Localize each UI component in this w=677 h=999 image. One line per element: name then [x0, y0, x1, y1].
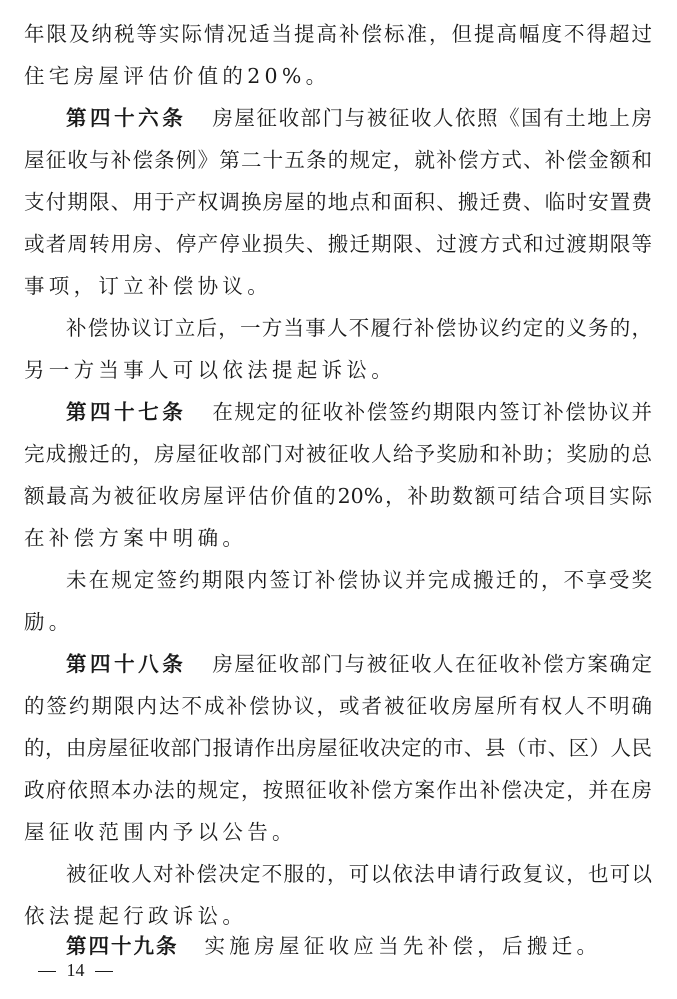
article-46-first-line [66, 101, 652, 135]
text-line: 依法提起行政诉讼。 [24, 904, 248, 928]
page-number-dash-left [38, 971, 56, 972]
text-line: 事项，订立补偿协议。 [24, 274, 272, 298]
text-line: 在补偿方案中明确。 [24, 526, 248, 550]
page-number-value: 14 [66, 960, 85, 980]
text-line: 的，由房屋征收部门报请作出房屋征收决定的市、县（市、区）人民 [24, 736, 652, 760]
text-line: 房屋征收部门与被征收人在征收补偿方案确定 [212, 652, 652, 676]
text-line: 额最高为被征收房屋评估价值的20%，补助数额可结合项目实际 [24, 484, 652, 508]
text-line: 被征收人对补偿决定不服的，可以依法申请行政复议，也可以 [66, 862, 652, 886]
article-49-first-line [66, 929, 601, 963]
article-49-heading: 第四十九条 [66, 934, 179, 958]
article-48-first-line [66, 647, 652, 681]
page-number-dash-right [95, 971, 113, 972]
text-line: 励。 [24, 610, 74, 634]
text-line: 政府依照本办法的规定，按照征收补偿方案作出补偿决定，并在房 [24, 778, 652, 802]
text-line: 屋征收与补偿条例》第二十五条的规定，就补偿方式、补偿金额和 [24, 148, 652, 172]
text-line: 或者周转用房、停产停业损失、搬迁期限、过渡方式和过渡期限等 [24, 232, 652, 256]
text-line: 的签约期限内达不成补偿协议，或者被征收房屋所有权人不明确 [24, 694, 652, 718]
article-47-first-line [66, 395, 652, 429]
text-line: 住宅房屋评估价值的20%。 [24, 64, 331, 88]
text-line: 房屋征收部门与被征收人依照《国有土地上房 [212, 106, 652, 130]
text-line: 支付期限、用于产权调换房屋的地点和面积、搬迁费、临时安置费 [24, 190, 652, 214]
text-line: 在规定的征收补偿签约期限内签订补偿协议并 [212, 400, 652, 424]
text-line: 屋征收范围内予以公告。 [24, 820, 297, 844]
article-47-heading: 第四十七条 [66, 400, 187, 424]
article-48-heading: 第四十八条 [66, 652, 187, 676]
text-line: 实施房屋征收应当先补偿，后搬迁。 [204, 934, 602, 958]
text-line: 另一方当事人可以依法提起诉讼。 [24, 358, 396, 382]
article-46-heading: 第四十六条 [66, 106, 187, 130]
text-line: 年限及纳税等实际情况适当提高补偿标准，但提高幅度不得超过 [24, 22, 652, 46]
text-line: 完成搬迁的，房屋征收部门对被征收人给予奖励和补助；奖励的总 [24, 442, 652, 466]
text-line: 未在规定签约期限内签订补偿协议并完成搬迁的，不享受奖 [66, 568, 652, 592]
page-number [38, 955, 113, 985]
text-line: 补偿协议订立后，一方当事人不履行补偿协议约定的义务的， [66, 316, 652, 340]
